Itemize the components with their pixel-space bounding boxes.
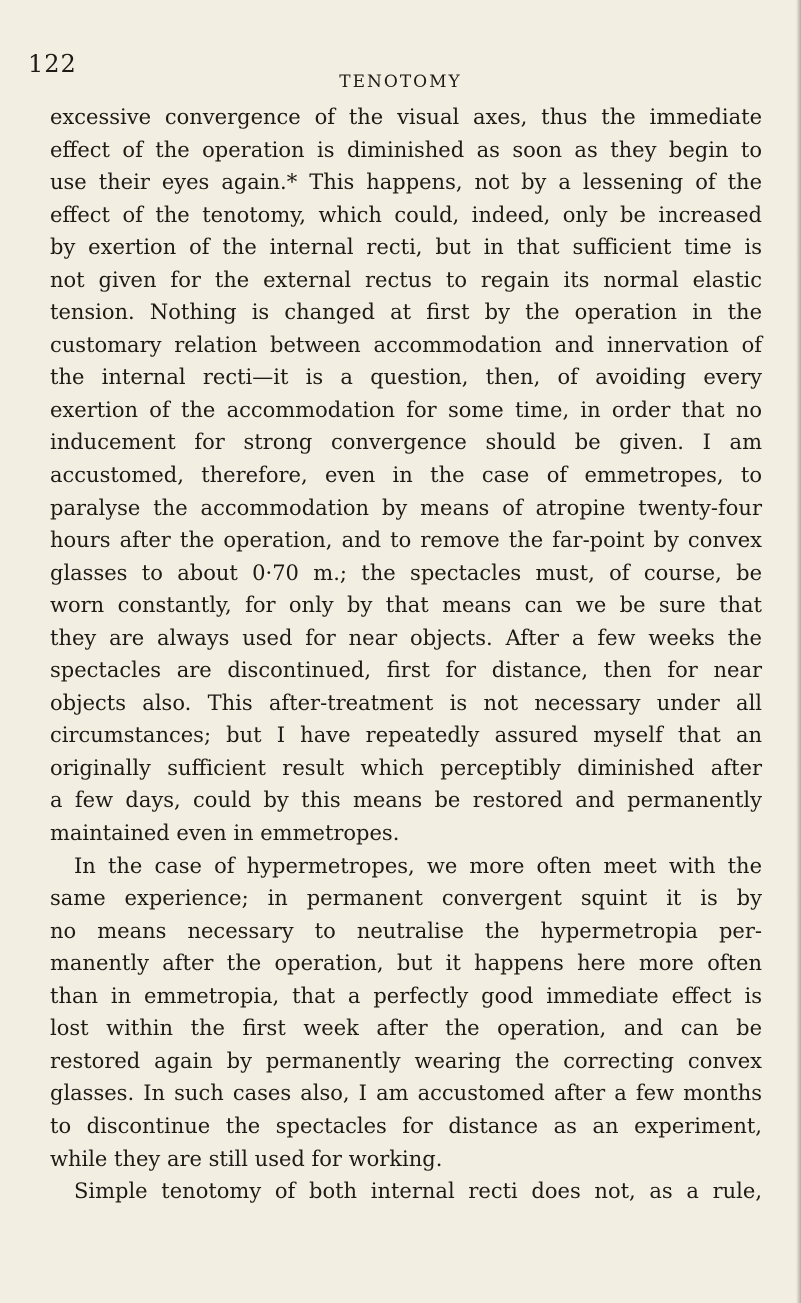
text-line: same experience; in permanent convergent squint it is by <box>50 886 762 911</box>
text-line: paralyse the accommodation by means of atropine twenty-four <box>50 495 762 520</box>
text-line: restored again by permanently wearing the correcting convex <box>50 1048 762 1073</box>
text-line: than in emmetropia, that a perfectly good immediate effect is <box>50 983 762 1008</box>
text-line: objects also. This after-treatment is not necessary under all <box>50 690 762 715</box>
text-line: by exertion of the internal recti, but in that sufficient time is <box>50 235 762 260</box>
text-line: glasses to about 0·70 m.; the spectacles must, of course, be <box>50 560 762 585</box>
text-line: Simple tenotomy of both internal recti does not, as a rule, <box>74 1179 762 1204</box>
text-line: tension. Nothing is changed at first by the operation in the <box>50 300 762 325</box>
text-line: lost within the first week after the operation, and can be <box>50 1016 762 1041</box>
text-line: a few days, could by this means be restored and permanently <box>50 788 762 813</box>
text-line: customary relation between accommodation and innervation of <box>50 332 762 357</box>
text-line: effect of the operation is diminished as soon as they begin to <box>50 137 762 162</box>
text-line: accustomed, therefore, even in the case of emmetropes, to <box>50 463 762 488</box>
running-head: TENOTOMY <box>339 72 462 92</box>
text-line: exertion of the accommodation for some time, in order that no <box>50 397 762 422</box>
text-line: In the case of hypermetropes, we more often meet with the <box>74 853 762 878</box>
text-line: manently after the operation, but it happens here more often <box>50 951 762 976</box>
page-number: 122 <box>28 50 77 78</box>
text-line: worn constantly, for only by that means can we be sure that <box>50 593 762 618</box>
body-text <box>50 101 762 1208</box>
text-line: spectacles are discontinued, first for distance, then for near <box>50 658 762 683</box>
text-line: while they are still used for working. <box>50 1146 443 1171</box>
page-edge-shadow <box>796 0 801 1303</box>
text-line: the internal recti—it is a question, then, of avoiding every <box>50 365 762 390</box>
text-line: no means necessary to neutralise the hypermetropia per- <box>50 918 762 943</box>
text-line: effect of the tenotomy, which could, indeed, only be increased <box>50 202 762 227</box>
text-line: glasses. In such cases also, I am accustomed after a few months <box>50 1081 762 1106</box>
text-line: not given for the external rectus to regain its normal elastic <box>50 267 762 292</box>
text-line: excessive convergence of the visual axes, thus the immediate <box>50 105 762 129</box>
text-line: to discontinue the spectacles for distance as an experiment, <box>50 1113 762 1138</box>
text-line: circumstances; but I have repeatedly assured myself that an <box>50 723 762 748</box>
text-line: maintained even in emmetropes. <box>50 821 400 846</box>
text-line: hours after the operation, and to remove the far-point by convex <box>50 528 762 553</box>
text-line: inducement for strong convergence should be given. I am <box>50 430 762 455</box>
text-line: originally sufficient result which perceptibly diminished after <box>50 755 762 780</box>
text-line: they are always used for near objects. After a few weeks the <box>50 625 762 650</box>
text-line: use their eyes again.* This happens, not by a lessening of the <box>50 170 762 195</box>
